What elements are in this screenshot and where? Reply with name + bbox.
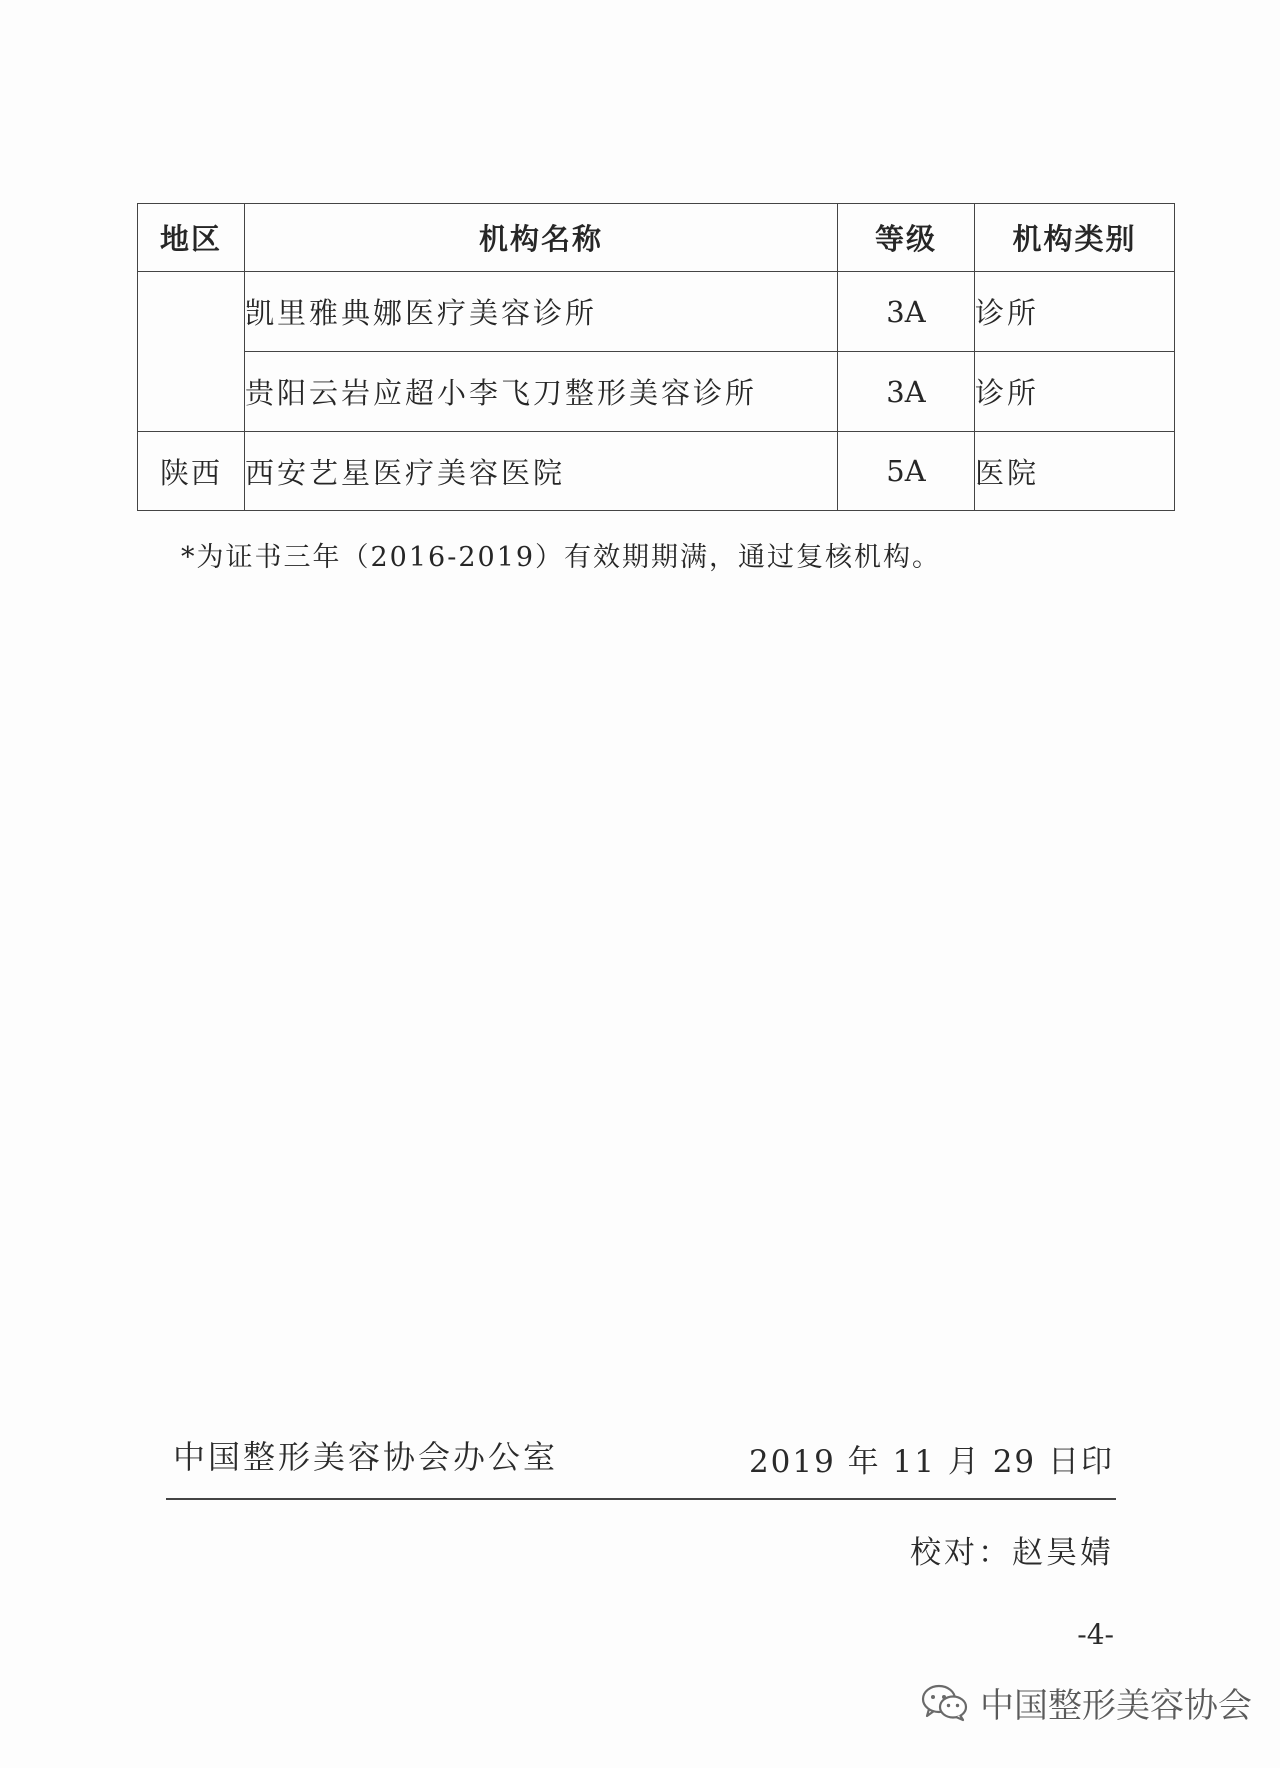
header-name: 机构名称 [245, 204, 838, 272]
page-number: -4- [1077, 1618, 1114, 1651]
grade-cell: 3A [838, 352, 975, 432]
header-region: 地区 [138, 204, 245, 272]
table-row [138, 352, 1175, 432]
name-cell: 贵阳云岩应超小李飞刀整形美容诊所 [245, 352, 838, 432]
region-cell [138, 272, 245, 432]
type-cell: 诊所 [975, 352, 1175, 432]
watermark-text: 中国整形美容协会 [980, 1686, 1252, 1726]
issuing-office: 中国整形美容协会办公室 [173, 1438, 559, 1476]
table-header-row [138, 204, 1175, 272]
proofreader: 校对：赵昊婧 [910, 1535, 1114, 1571]
name-cell: 凯里雅典娜医疗美容诊所 [245, 272, 838, 352]
region-cell: 陕西 [138, 432, 245, 511]
table-footnote: *为证书三年（2016-2019）有效期期满，通过复核机构。 [181, 542, 942, 573]
watermark [920, 1678, 1252, 1727]
footer-divider [166, 1498, 1116, 1500]
header-grade: 等级 [838, 204, 975, 272]
wechat-icon [920, 1683, 970, 1723]
grade-cell: 5A [838, 432, 975, 511]
table-row [138, 432, 1175, 511]
print-date: 2019 年 11 月 29 日印 [748, 1444, 1114, 1480]
institution-table [137, 203, 1175, 511]
table-row [138, 272, 1175, 352]
header-type: 机构类别 [975, 204, 1175, 272]
type-cell: 医院 [975, 432, 1175, 511]
type-cell: 诊所 [975, 272, 1175, 352]
name-cell: 西安艺星医疗美容医院 [245, 432, 838, 511]
grade-cell: 3A [838, 272, 975, 352]
